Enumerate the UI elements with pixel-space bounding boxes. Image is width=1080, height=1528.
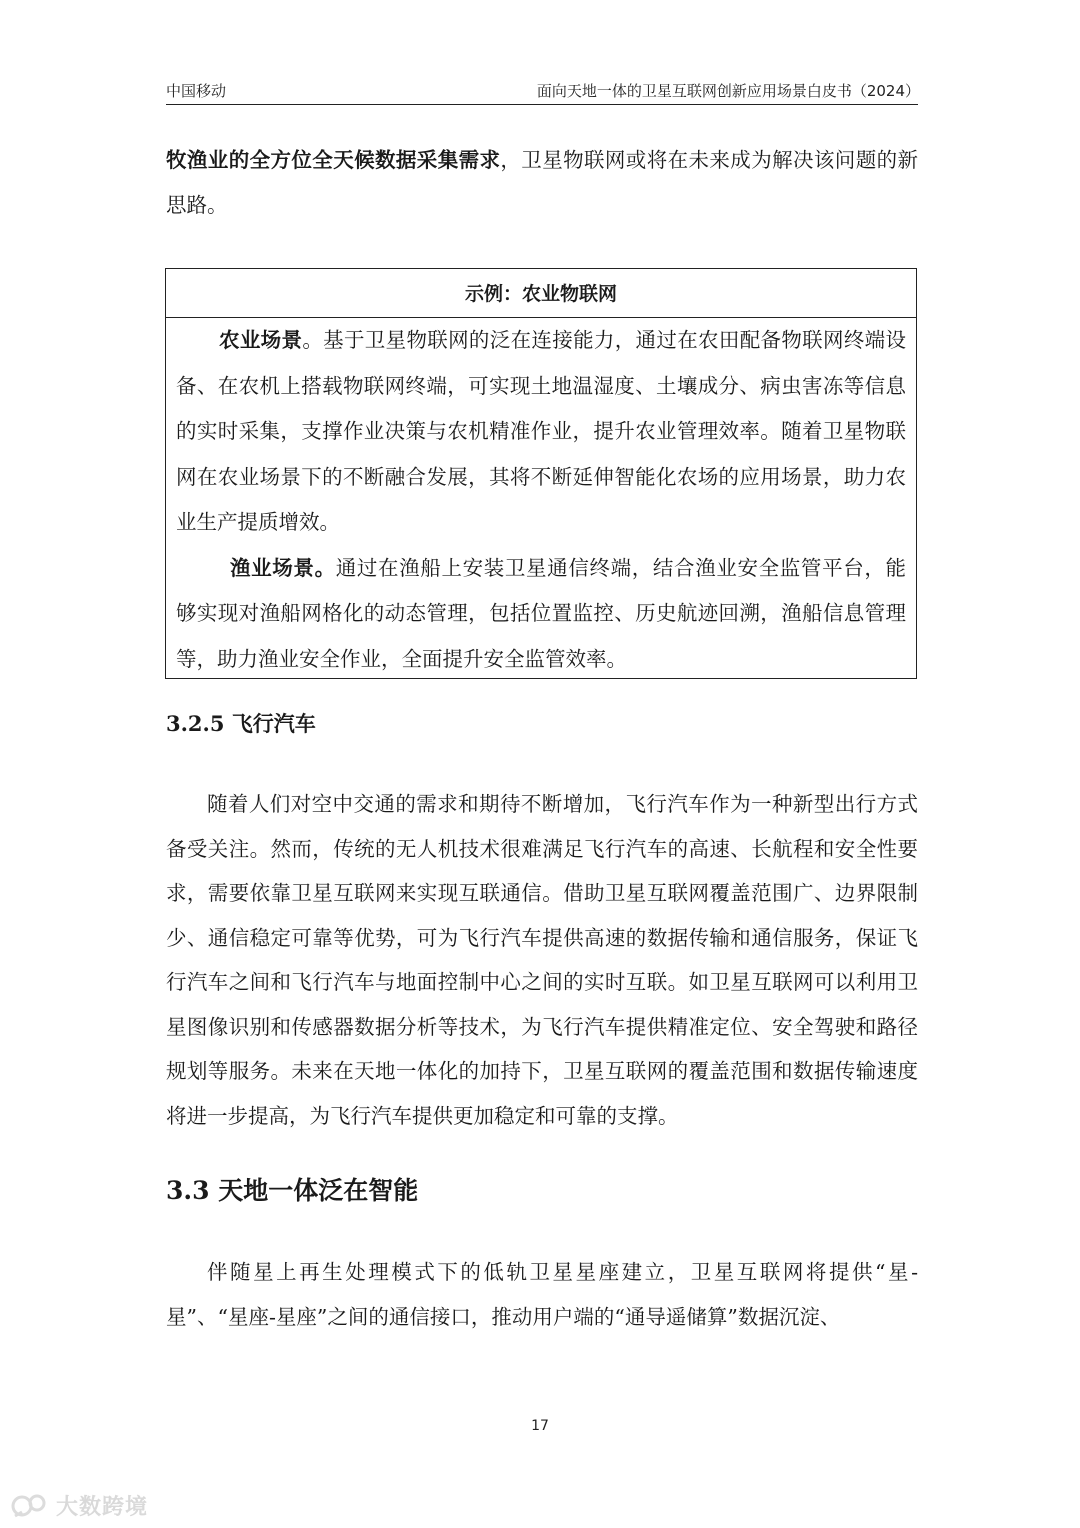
header-divider bbox=[166, 104, 918, 105]
flying-car-paragraph: 随着人们对空中交通的需求和期待不断增加，飞行汽车作为一种新型出行方式备受关注。然而，传统的无人机技术很难满足飞行汽车的高速、长航程和安全性要求，需要依靠卫星互联网来实现互联通信。借助卫星互联网覆盖范围广、边界限制少、通信稳定可靠等优势，可为飞行汽车提供高速的数据传输和通信服务，保证飞行汽车之间和飞行汽车与地面控制中心之间的实时互联。如卫星互联网可以利用卫星图像识别和传感器数据分析等技术，为飞行汽车提供精准定位、安全驾驶和路径规划等服务。未来在天地一体化的加持下，卫星互联网的覆盖范围和数据传输速度将进一步提高，为飞行汽车提供更加稳定和可靠的支撑。 bbox=[166, 792, 918, 1128]
watermark-logo-icon bbox=[10, 1492, 50, 1520]
example-lead-fishery: 渔业场景。 bbox=[230, 555, 336, 580]
intro-paragraph bbox=[166, 138, 918, 227]
example-text-agriculture: 。基于卫星物联网的泛在连接能力，通过在农田配备物联网终端设备、在农机上搭载物联网终端，可实现土地温湿度、土壤成分、病虫害冻等信息的实时采集，支撑作业决策与农机精准作业，提升农业管理效率。随着卫星物联网在农业场景下的不断融合发展，其将不断延伸智能化农场的应用场景，助力农业生产提质增效。 bbox=[176, 328, 906, 534]
heading-3-3: 3.3 天地一体泛在智能 bbox=[166, 1176, 419, 1205]
header-org: 中国移动 bbox=[166, 82, 227, 100]
watermark bbox=[10, 1490, 148, 1521]
page-number: 17 bbox=[531, 1418, 549, 1434]
intro-text: ，卫星物联网或将在未来成为解决该问题的新思路。 bbox=[166, 148, 919, 217]
example-lead-agriculture: 农业场景 bbox=[219, 328, 303, 352]
example-text-fishery: 通过在渔船上安装卫星通信终端，结合渔业安全监管平台，能够实现对渔船网格化的动态管理，包括位置监控、历史航迹回溯，渔船信息管理等，助力渔业安全作业，全面提升安全监管效率。 bbox=[176, 555, 907, 671]
intro-bold-text: 牧渔业的全方位全天候数据采集需求 bbox=[166, 148, 501, 172]
ubiquitous-intelligence-paragraph: 伴随星上再生处理模式下的低轨卫星星座建立，卫星互联网将提供“星-星”、“星座-星座”之间的通信接口，推动用户端的“通导遥储算”数据沉淀、 bbox=[166, 1260, 918, 1329]
example-title: 示例：农业物联网 bbox=[166, 269, 916, 318]
example-paragraph-fishery bbox=[176, 546, 906, 683]
watermark-text: 大数跨境 bbox=[56, 1495, 149, 1520]
heading-3-2-5: 3.2.5 飞行汽车 bbox=[166, 711, 316, 736]
example-body bbox=[166, 318, 916, 682]
example-box bbox=[165, 268, 917, 679]
example-paragraph-agriculture bbox=[176, 318, 906, 546]
header-doc-title: 面向天地一体的卫星互联网创新应用场景白皮书（2024） bbox=[536, 82, 920, 100]
